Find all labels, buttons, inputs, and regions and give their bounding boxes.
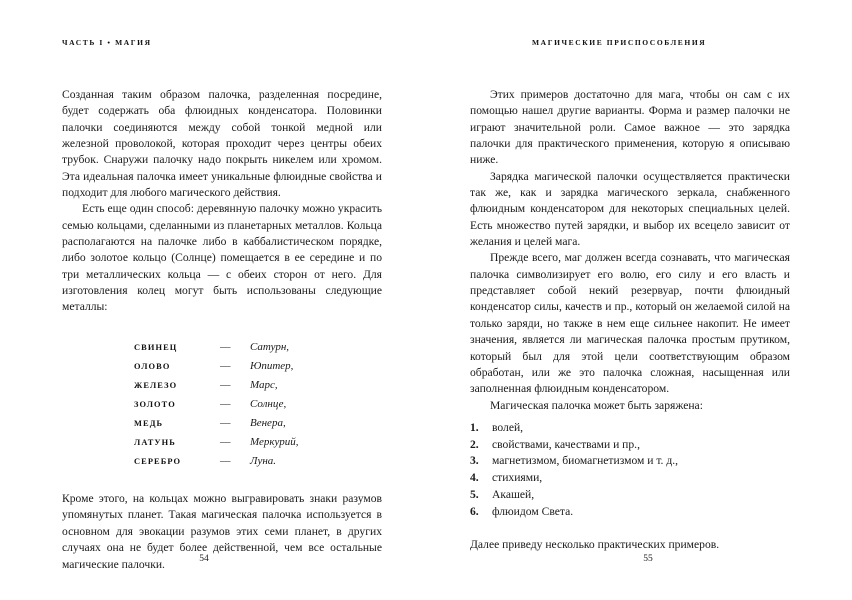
- paragraph: Зарядка магической палочки осуществляется практически так же, как и зарядка магического зеркала, снабженного флюидным конденсатором для некоторых специальных целей. Есть множество путей зарядки, и выбор их всецело зависит от желания и целей мага.: [470, 169, 790, 249]
- metal-name: ЛАТУНЬ: [134, 438, 176, 448]
- list-item-label: магнетизмом, биомагнетизмом и т. д.,: [492, 454, 679, 468]
- planet-name: Меркурий,: [250, 436, 299, 449]
- list-item-label: Акашей,: [492, 488, 535, 502]
- page-number-right: 55: [643, 554, 653, 564]
- planet-name: Луна.: [250, 455, 277, 468]
- page-right: [426, 0, 852, 600]
- running-head-right: МАГИЧЕСКИЕ ПРИСПОСОБЛЕНИЯ: [532, 38, 707, 47]
- metals-planets-table: [62, 338, 382, 471]
- row-dash: —: [220, 418, 231, 429]
- row-dash: —: [220, 437, 231, 449]
- list-item: [470, 420, 790, 437]
- table-row: [134, 414, 382, 433]
- list-item-label: волей,: [492, 420, 524, 434]
- row-dash: —: [220, 360, 231, 372]
- list-item: [470, 470, 790, 487]
- list-item: [470, 453, 790, 470]
- list-item: [470, 487, 790, 504]
- list-item-label: стихиями,: [492, 471, 543, 485]
- table-row: [134, 452, 382, 471]
- planet-name: Солнце,: [250, 397, 287, 410]
- table-row: [134, 376, 382, 395]
- list-item-number: 4.: [470, 471, 479, 485]
- row-dash: —: [220, 341, 231, 353]
- row-dash: —: [220, 398, 231, 410]
- list-item-number: 5.: [470, 488, 479, 502]
- metal-name: СЕРЕБРО: [134, 457, 182, 467]
- metal-name: ЖЕЛЕЗО: [134, 380, 178, 390]
- table-row: [134, 357, 382, 376]
- list-item-label: свойствами, качествами и пр.,: [492, 437, 640, 451]
- list-item: [470, 504, 790, 521]
- paragraph: Этих примеров достаточно для мага, чтобы он сам с их помощью нашел другие варианты. Форма и размер палочки не играют значительной роли. Самое важное — это зарядка палочки для практического применения, которую я описываю ниже.: [470, 88, 790, 167]
- list-item: [470, 437, 790, 454]
- paragraph: Далее приведу несколько практических примеров.: [470, 537, 720, 551]
- body-text-right-closing: [470, 537, 790, 553]
- planet-name: Марс,: [250, 378, 278, 391]
- spacer: [470, 521, 790, 537]
- metal-name: МЕДЬ: [134, 419, 164, 428]
- table-row: [134, 338, 382, 357]
- paragraph: Есть еще один способ: деревянную палочку можно украсить семью кольцами, сделанными из планетарных металлов. Кольца располагаются на палочке либо в каббалистическом порядке, либо золотое кольцо (Солнце) помещается в ее середине и по три металлических кольца — с обеих сторон от него. Для изготовления колец могут быть использованы следующие металлы:: [62, 202, 382, 314]
- charging-methods-list: [470, 420, 790, 521]
- running-head-left: ЧАСТЬ I • МАГИЯ: [62, 38, 152, 47]
- paragraph: Кроме этого, на кольцах можно выгравировать знаки разумов упомянутых планет. Такая магическая палочка используется в основном для эвокации разумов этих семи планет, в других случаях она не будет более действенной, чем все остальные магические палочки.: [62, 492, 382, 571]
- list-item-number: 3.: [470, 454, 479, 468]
- table-row: [134, 395, 382, 414]
- table-row: [134, 433, 382, 452]
- body-text-right: [470, 87, 790, 414]
- body-text-left: [62, 87, 382, 316]
- row-dash: —: [220, 456, 231, 468]
- page-number-left: 54: [199, 554, 209, 564]
- paragraph: Созданная таким образом палочка, разделенная посредине, будет содержать оба флюидных конденсатора. Половинки палочки соединяются между собой тонкой медной или железной проволокой, которая проходит через центры обеих трубок. Снаружи палочку надо покрыть никелем или хромом. Эта идеальная палочка имеет уникальные флюидные свойства и подходит для любого магического действия.: [62, 88, 382, 200]
- metal-name: ЗОЛОТО: [134, 399, 176, 409]
- paragraph: Прежде всего, маг должен всегда сознавать, что магическая палочка символизирует его волю, его силу и его власть и представляет собой некий резервуар, почти флюидный конденсатор силы, качеств и пр., который он желаемой силой на только заряди, но также в нем еще сильнее накопит. Не имеет значения, является ли магическая палочка простым прутиком, который был для этой цели соответствующим образом обработан, или же это палочка сложная, насыщенная или заполненная флюидным конденсатором.: [470, 251, 790, 396]
- list-item-number: 2.: [470, 437, 479, 451]
- paragraph: Магическая палочка может быть заряжена:: [490, 398, 703, 412]
- planet-name: Венера,: [250, 417, 286, 429]
- metal-name: СВИНЕЦ: [134, 342, 178, 352]
- planet-name: Юпитер,: [250, 359, 294, 372]
- metal-name: ОЛОВО: [134, 361, 171, 371]
- list-item-number: 1.: [470, 420, 479, 434]
- list-item-number: 6.: [470, 504, 479, 518]
- row-dash: —: [220, 379, 231, 391]
- planet-name: Сатурн,: [250, 340, 290, 353]
- list-item-label: флюидом Света.: [492, 504, 574, 518]
